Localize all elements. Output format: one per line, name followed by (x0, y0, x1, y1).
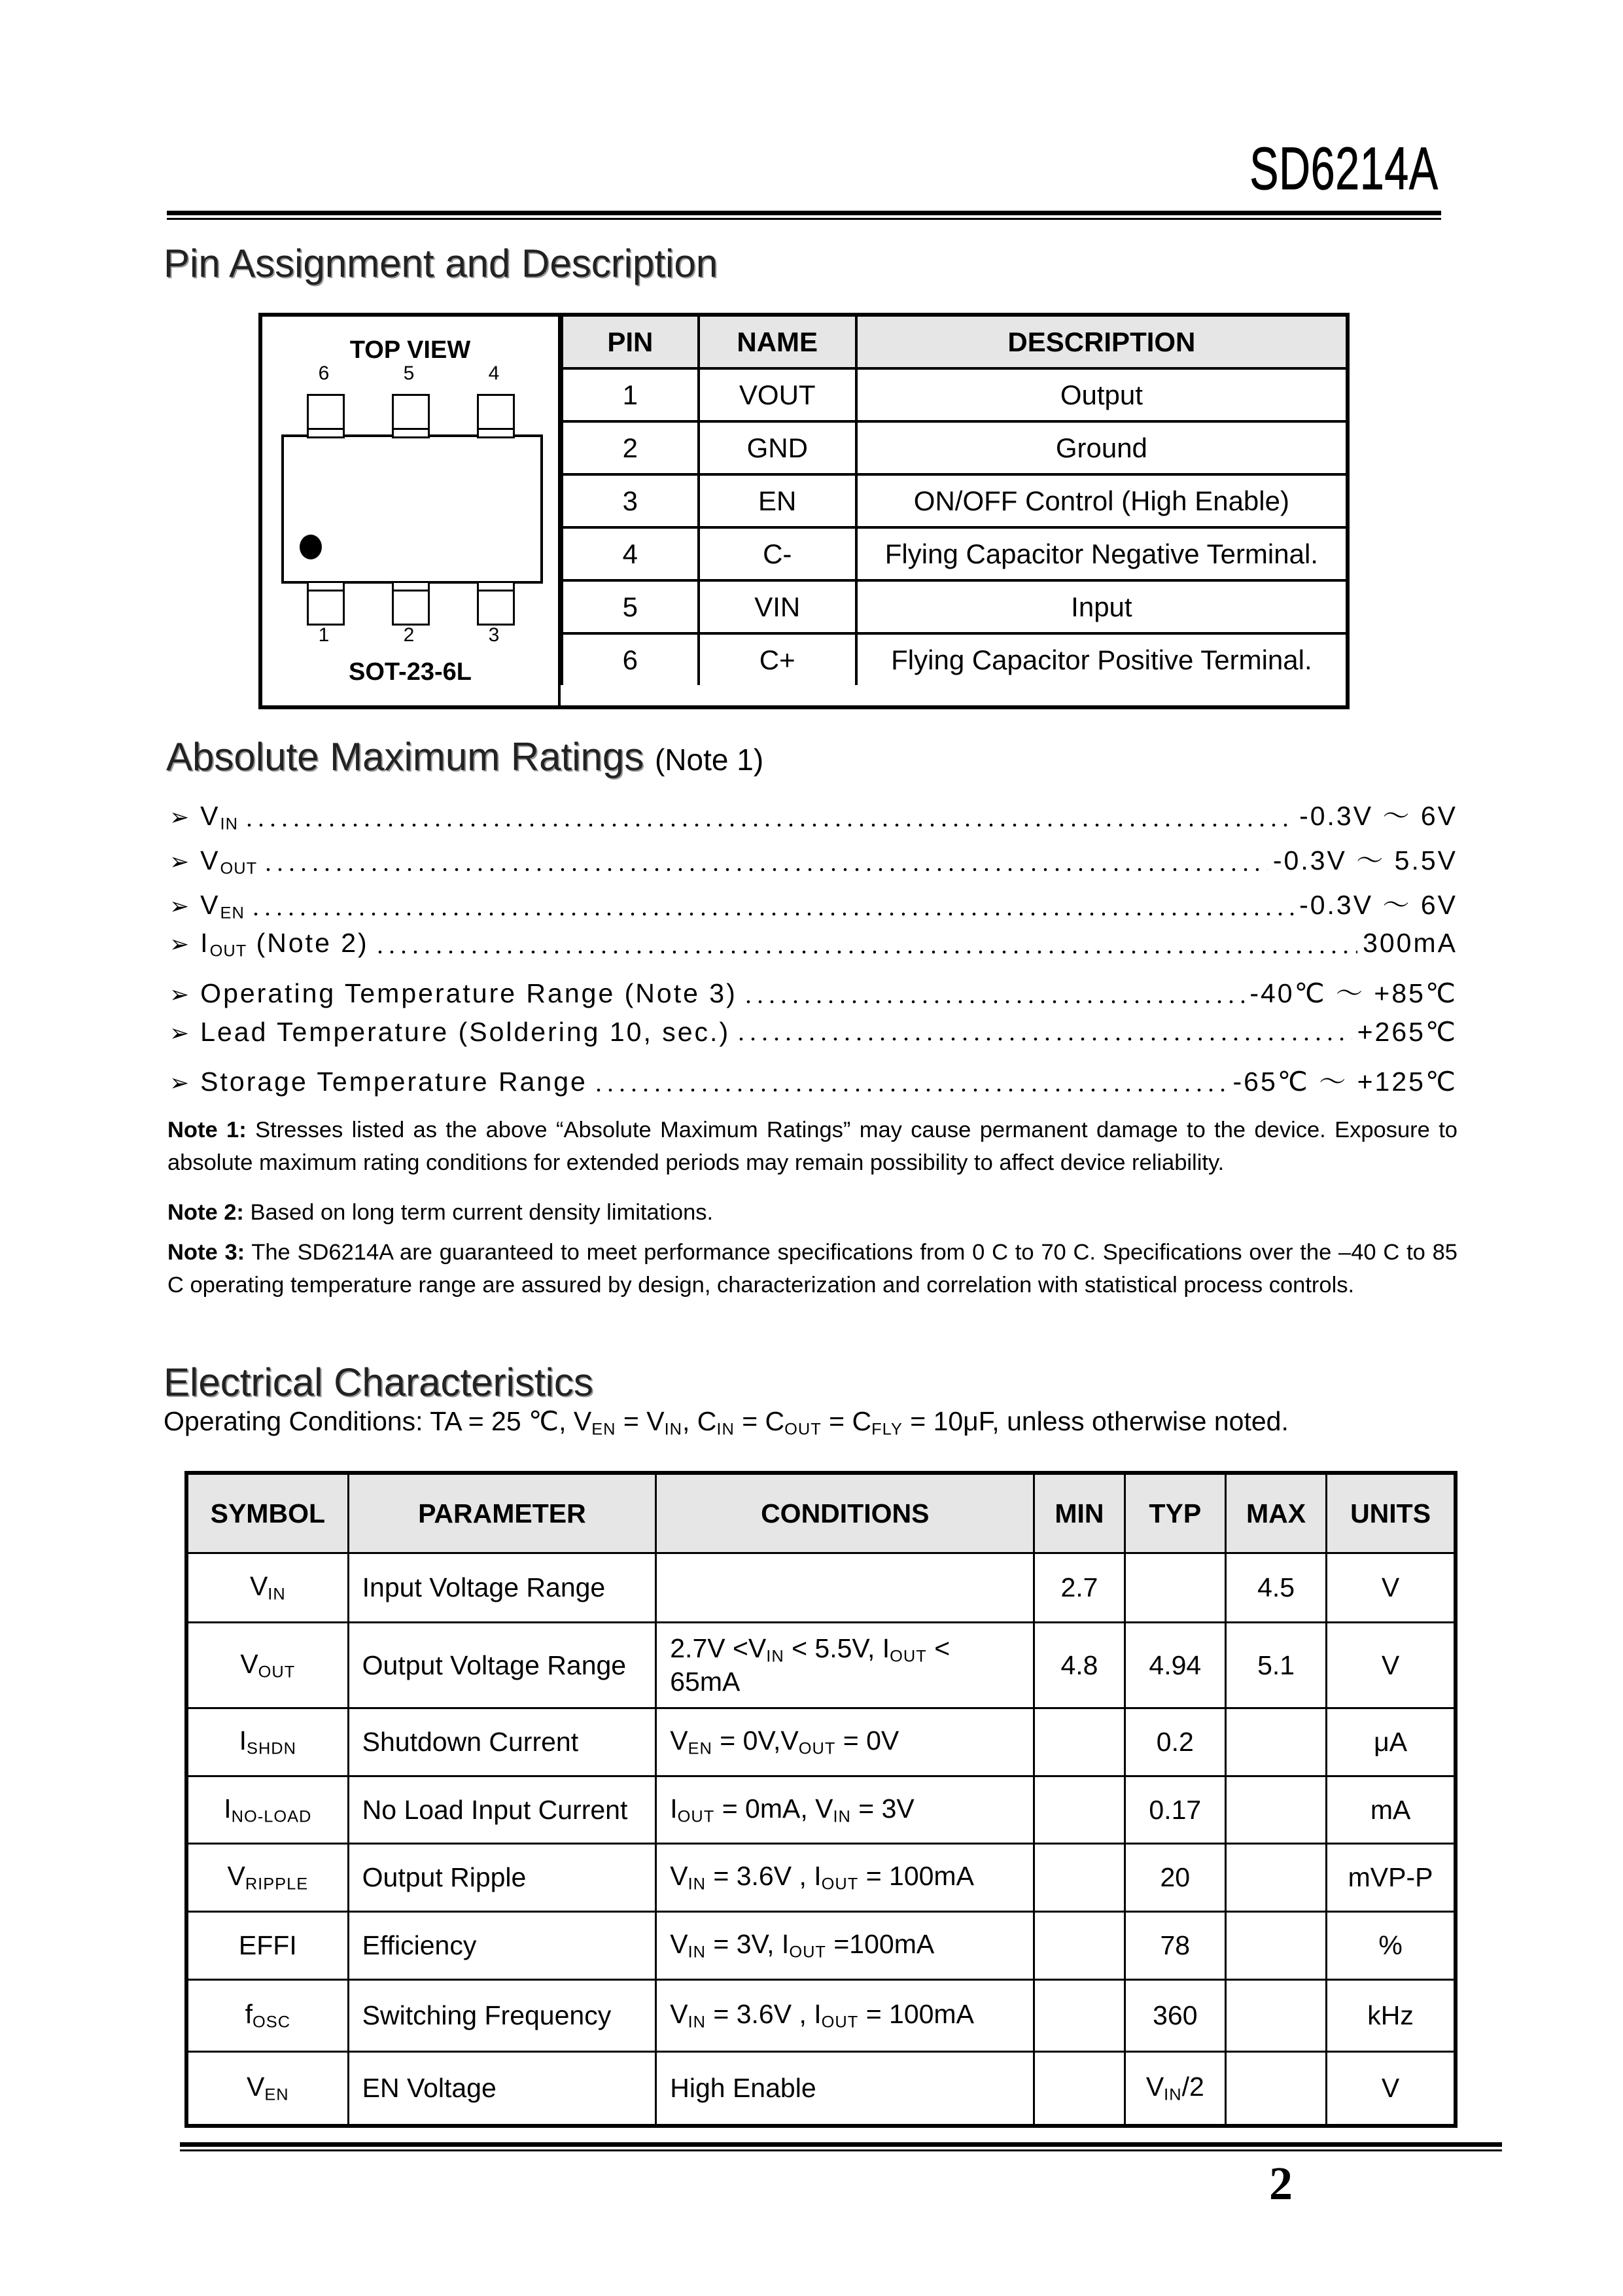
column-header: CONDITIONS (656, 1473, 1034, 1553)
text-segment: = 100mA (858, 1861, 974, 1892)
electrical-title: Electrical Characteristics (164, 1360, 593, 1404)
rating-item (169, 883, 1457, 923)
units-cell: mVP-P (1327, 1844, 1456, 1912)
symbol-cell (186, 1776, 348, 1844)
rating-label-text: I (200, 928, 210, 958)
pin-pad (307, 581, 345, 626)
dot-leader (250, 912, 1294, 916)
rating-value: -40℃ ～ +85℃ (1249, 978, 1457, 1008)
max-cell (1226, 1708, 1327, 1776)
typ-cell (1125, 2052, 1225, 2126)
min-cell: 4.8 (1034, 1623, 1125, 1708)
text-segment: 78 (1160, 1930, 1191, 1960)
text-segment: = 3V (850, 1793, 915, 1824)
bullet-arrow-icon: ➢ (169, 892, 192, 919)
text-segment: V (249, 1571, 268, 1602)
note-label: Note 1: (167, 1118, 247, 1142)
symbol-cell (186, 1912, 348, 1980)
pin1-marker-dot (300, 535, 322, 559)
ratings-note: (Note 1) (654, 743, 764, 777)
text-segment: = V (616, 1406, 665, 1436)
subscript: EN (220, 904, 245, 923)
min-cell: 2.7 (1034, 1553, 1125, 1623)
text-segment: EFFI (238, 1930, 297, 1960)
footer-rule (180, 2142, 1502, 2151)
pin-number: 4 (562, 527, 699, 580)
text-segment: = 100mA (858, 1999, 974, 2030)
units-cell: V (1327, 1623, 1456, 1708)
bullet-arrow-icon: ➢ (169, 930, 192, 957)
text-segment: = C (734, 1406, 785, 1436)
pin-row (562, 633, 1346, 685)
text-segment: = 3.6V , I (706, 1999, 822, 2030)
units-cell: V (1327, 2052, 1456, 2126)
text-segment: , C (682, 1406, 717, 1436)
rating-label-text: Lead Temperature (Soldering 10, sec.) (200, 1017, 731, 1047)
text-segment: V (670, 1861, 688, 1892)
text-segment: 20 (1160, 1862, 1191, 1892)
conditions-cell (656, 1980, 1034, 2052)
units-cell: kHz (1327, 1980, 1456, 2052)
parameter-cell: Switching Frequency (348, 1980, 656, 2052)
text-segment: = 3.6V , I (706, 1861, 822, 1892)
rating-item (169, 1060, 1457, 1099)
pin-pad (477, 581, 515, 626)
pin-pad (392, 581, 430, 626)
pin-number-label: 1 (318, 624, 330, 646)
subscript: IN (766, 1647, 784, 1666)
rating-value: -0.3V ～ 6V (1299, 890, 1457, 920)
conditions-cell (656, 1912, 1034, 1980)
column-header: MAX (1226, 1473, 1327, 1553)
text-segment: = 0V (835, 1725, 899, 1756)
note-2 (167, 1196, 1457, 1229)
subscript: IN (268, 1585, 286, 1604)
rating-value: -0.3V ～ 6V (1299, 801, 1457, 831)
dot-leader (374, 950, 1357, 954)
column-header: SYMBOL (186, 1473, 348, 1553)
text-segment: 2.7V <V (670, 1633, 767, 1664)
page-number: 2 (1269, 2157, 1293, 2210)
note-text: Stresses listed as the above “Absolute Maximum Ratings” may cause permanent damage to the device. Exposure to absolute maximum rating conditions for extended periods may remain possibility to affect device reliability. (167, 1118, 1457, 1175)
subscript: OUT (209, 942, 247, 961)
pin-number: 3 (562, 474, 699, 527)
column-header: DESCRIPTION (856, 317, 1346, 368)
table-row (186, 1708, 1456, 1776)
subscript: IN (833, 1807, 851, 1826)
rating-label (200, 890, 245, 923)
parameter-cell: Input Voltage Range (348, 1553, 656, 1623)
subscript: EN (688, 1739, 712, 1758)
bullet-arrow-icon: ➢ (169, 1019, 192, 1046)
rating-value: -0.3V ～ 5.5V (1272, 845, 1457, 875)
text-segment: I (670, 1793, 678, 1824)
text-segment: V (670, 1725, 688, 1756)
column-header: NAME (699, 317, 856, 368)
text-segment: V (227, 1861, 245, 1892)
subscript: IN (1164, 2085, 1182, 2104)
package-body (281, 434, 543, 584)
dot-leader (735, 1037, 1352, 1041)
subscript: NO-LOAD (231, 1807, 312, 1826)
units-cell: V (1327, 1553, 1456, 1623)
rating-label-text: Operating Temperature Range (Note 3) (200, 978, 737, 1008)
rating-item (169, 972, 1457, 1010)
parameter-cell: No Load Input Current (348, 1776, 656, 1844)
pin-description: Flying Capacitor Negative Terminal. (856, 527, 1346, 580)
pin-number-label: 2 (403, 624, 415, 646)
parameter-cell: Shutdown Current (348, 1708, 656, 1776)
pin-name: GND (699, 421, 856, 474)
max-cell (1226, 1912, 1327, 1980)
text-segment: I (239, 1725, 247, 1756)
pin-table-header (562, 317, 1346, 368)
table-row (186, 1844, 1456, 1912)
text-segment: /2 (1181, 2072, 1204, 2102)
rating-label (200, 928, 369, 961)
pin-pad (477, 394, 515, 438)
pin-row (562, 527, 1346, 580)
units-cell: mA (1327, 1776, 1456, 1844)
text-segment: = C (821, 1406, 872, 1436)
text-segment: 0.17 (1149, 1794, 1202, 1825)
min-cell (1034, 1776, 1125, 1844)
pin-row (562, 580, 1346, 633)
column-header: PARAMETER (348, 1473, 656, 1553)
text-segment: =100mA (826, 1929, 935, 1960)
package-label: SOT-23-6L (349, 658, 472, 686)
subscript: IN (688, 2013, 707, 2032)
electrical-table (184, 1471, 1457, 2128)
header-rule (167, 211, 1441, 220)
rating-item (169, 928, 1457, 961)
rating-label-text: Storage Temperature Range (200, 1067, 587, 1097)
max-cell: 4.5 (1226, 1553, 1327, 1623)
subscript: RIPPLE (245, 1875, 309, 1894)
pin-row (562, 421, 1346, 474)
rating-value: +265℃ (1357, 1017, 1457, 1047)
note-1 (167, 1114, 1457, 1179)
pin-description: Output (856, 368, 1346, 421)
pin-name: C+ (699, 633, 856, 685)
text-segment: V (670, 1999, 688, 2030)
subscript: OUT (798, 1739, 836, 1758)
operating-conditions (164, 1405, 1289, 1439)
min-cell (1034, 1844, 1125, 1912)
subscript: OUT (821, 1875, 859, 1894)
units-cell: μA (1327, 1708, 1456, 1776)
text-segment: 360 (1153, 2000, 1198, 2030)
table-row (186, 1623, 1456, 1708)
subscript: OUT (789, 1943, 826, 1962)
text-segment: 4.94 (1149, 1650, 1202, 1680)
dot-leader (593, 1088, 1228, 1092)
pin-number-label: 4 (488, 362, 500, 384)
table-row (186, 1776, 1456, 1844)
typ-cell (1125, 1553, 1225, 1623)
subscript: IN (220, 815, 238, 834)
subscript: IN (664, 1420, 682, 1439)
table-row (186, 1980, 1456, 2052)
parameter-cell: EN Voltage (348, 2052, 656, 2126)
typ-cell (1125, 1776, 1225, 1844)
max-cell (1226, 2052, 1327, 2126)
rating-label (200, 1067, 587, 1097)
column-header: UNITS (1327, 1473, 1456, 1553)
symbol-cell (186, 2052, 348, 2126)
rating-label (200, 978, 737, 1009)
text-segment: High Enable (670, 2072, 816, 2103)
note-3 (167, 1236, 1457, 1301)
ratings-title (166, 734, 763, 779)
text-segment: V (1145, 2072, 1164, 2102)
min-cell (1034, 1912, 1125, 1980)
text-segment: = 0mA, V (714, 1793, 833, 1824)
pin-number: 5 (562, 580, 699, 633)
subscript: OUT (890, 1647, 927, 1666)
symbol-cell (186, 1980, 348, 2052)
max-cell (1226, 1776, 1327, 1844)
typ-cell (1125, 1912, 1225, 1980)
typ-cell (1125, 1980, 1225, 2052)
rating-label (200, 845, 257, 878)
pin-assignment-box (258, 313, 1350, 709)
parameter-cell: Output Voltage Range (348, 1623, 656, 1708)
bullet-arrow-icon: ➢ (169, 804, 192, 830)
pin-description: Ground (856, 421, 1346, 474)
subscript: OUT (677, 1807, 715, 1826)
pin-name: C- (699, 527, 856, 580)
conditions-cell (656, 1776, 1034, 1844)
text-segment: < 65mA (670, 1633, 951, 1697)
pin-pad (307, 394, 345, 438)
pin-name: VIN (699, 580, 856, 633)
column-header: PIN (562, 317, 699, 368)
subscript: IN (716, 1420, 735, 1439)
rating-label-text: V (200, 801, 220, 831)
subscript: OSC (252, 2013, 291, 2032)
rating-label-text: V (200, 890, 220, 920)
symbol-cell (186, 1844, 348, 1912)
parameter-cell: Output Ripple (348, 1844, 656, 1912)
text-segment: f (245, 1999, 253, 2030)
subscript: EN (264, 2085, 289, 2104)
rating-value: -65℃ ～ +125℃ (1232, 1067, 1457, 1097)
pin-number: 2 (562, 421, 699, 474)
typ-cell (1125, 1708, 1225, 1776)
note-text: The SD6214A are guaranteed to meet performance specifications from 0 C to 70 C. Specifications over the –40 C to 85 C operating temperature range are assured by design, characterization and correlation with statistical process controls. (167, 1240, 1457, 1298)
pin-description: Input (856, 580, 1346, 633)
typ-cell (1125, 1844, 1225, 1912)
bullet-arrow-icon: ➢ (169, 1069, 192, 1096)
column-header: MIN (1034, 1473, 1125, 1553)
note-text: Based on long term current density limitations. (250, 1200, 714, 1225)
dot-leader (262, 868, 1268, 872)
text-segment: 0.2 (1156, 1727, 1194, 1757)
symbol-cell (186, 1553, 348, 1623)
subscript: OUT (220, 859, 258, 878)
parameter-cell: Efficiency (348, 1912, 656, 1980)
package-diagram (262, 317, 561, 705)
pin-number: 6 (562, 633, 699, 685)
max-cell (1226, 1844, 1327, 1912)
bullet-arrow-icon: ➢ (169, 981, 192, 1008)
pin-name: EN (699, 474, 856, 527)
ratings-title-text: Absolute Maximum Ratings (166, 735, 644, 779)
note-label: Note 3: (167, 1240, 245, 1265)
rating-item (169, 839, 1457, 878)
pin-number-label: 5 (403, 362, 415, 384)
pin-number-label: 3 (488, 624, 500, 646)
typ-cell (1125, 1623, 1225, 1708)
rating-note-ref: (Note 2) (247, 928, 369, 958)
subscript: FLY (871, 1420, 903, 1439)
text-segment: = 3V, I (706, 1929, 790, 1960)
conditions-cell (656, 1844, 1034, 1912)
subscript: OUT (821, 2013, 859, 2032)
pin-table (561, 317, 1346, 685)
min-cell (1034, 1708, 1125, 1776)
pin-name: VOUT (699, 368, 856, 421)
pin-pad (392, 394, 430, 438)
table-row (186, 2052, 1456, 2126)
pin-number-label: 6 (318, 362, 330, 384)
dot-leader (243, 823, 1294, 827)
conditions-cell (656, 1623, 1034, 1708)
text-segment: V (246, 2072, 265, 2102)
table-header (186, 1473, 1456, 1553)
conditions-cell (656, 2052, 1034, 2126)
column-header: TYP (1125, 1473, 1225, 1553)
min-cell (1034, 2052, 1125, 2126)
text-segment: Operating Conditions: TA = 25 ℃, V (164, 1406, 592, 1436)
text-segment: = 0V,V (712, 1725, 799, 1756)
pin-number: 1 (562, 368, 699, 421)
max-cell (1226, 1980, 1327, 2052)
subscript: IN (688, 1875, 707, 1894)
rating-item (169, 794, 1457, 834)
text-segment: < 5.5V, I (784, 1633, 890, 1664)
rating-label (200, 1017, 730, 1048)
symbol-cell (186, 1623, 348, 1708)
table-row (186, 1912, 1456, 1980)
conditions-cell (656, 1553, 1034, 1623)
pin-section-title: Pin Assignment and Description (164, 241, 718, 285)
pin-description: Flying Capacitor Positive Terminal. (856, 633, 1346, 685)
top-view-label: TOP VIEW (349, 336, 471, 364)
dot-leader (742, 1000, 1245, 1004)
subscript: EN (591, 1420, 616, 1439)
subscript: OUT (258, 1663, 296, 1682)
text-segment: V (240, 1648, 258, 1679)
units-cell: % (1327, 1912, 1456, 1980)
table-row (186, 1553, 1456, 1623)
text-segment: I (224, 1793, 232, 1824)
min-cell (1034, 1980, 1125, 2052)
subscript: IN (688, 1943, 707, 1962)
conditions-cell (656, 1708, 1034, 1776)
rating-label-text: V (200, 845, 220, 875)
rating-item (169, 1016, 1457, 1048)
bullet-arrow-icon: ➢ (169, 848, 192, 875)
part-number: SD6214A (1249, 135, 1439, 202)
subscript: SHDN (247, 1739, 297, 1758)
symbol-cell (186, 1708, 348, 1776)
pin-row (562, 368, 1346, 421)
pin-row (562, 474, 1346, 527)
max-cell: 5.1 (1226, 1623, 1327, 1708)
text-segment: = 10μF, unless otherwise noted. (902, 1406, 1289, 1436)
rating-value: 300mA (1363, 928, 1457, 958)
note-label: Note 2: (167, 1200, 244, 1225)
text-segment: V (670, 1929, 688, 1960)
subscript: OUT (784, 1420, 822, 1439)
pin-description: ON/OFF Control (High Enable) (856, 474, 1346, 527)
rating-label (200, 801, 238, 834)
